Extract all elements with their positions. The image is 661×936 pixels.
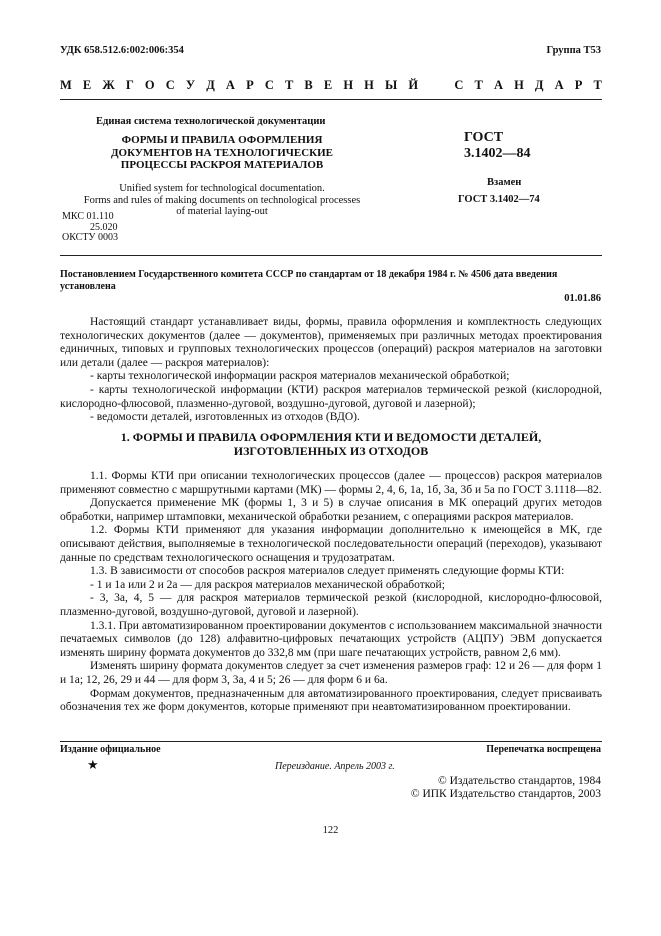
banner-letter: Е xyxy=(82,78,92,92)
footer-rule xyxy=(60,741,602,742)
list-item: - 3, 3а, 4, 5 — для раскроя материалов термической резкой (кислородной, кислородно-флюсовой, плазменно-дуговой, воздушно-дуговой, дуговой и лазерной). xyxy=(60,592,602,618)
star-icon: ★ xyxy=(87,757,99,772)
official-edition: Издание официальное xyxy=(60,744,161,755)
effective-date: 01.01.86 xyxy=(564,293,601,304)
banner-letter: А xyxy=(554,78,564,92)
banner-letter: Т xyxy=(284,78,294,92)
banner-letter: С xyxy=(165,78,175,92)
banner-letter: О xyxy=(144,78,155,92)
list-item: - 1 и 1а или 2 и 2а — для раскроя материалов механической обработкой; xyxy=(90,578,445,591)
system-title: Единая система технологической документации xyxy=(96,116,326,127)
banner-letter: Ы xyxy=(385,78,398,92)
banner-letter: Н xyxy=(514,78,524,92)
replaces-value: ГОСТ 3.1402—74 xyxy=(458,194,540,205)
replaces-label: Взамен xyxy=(487,177,522,188)
banner-letter: С xyxy=(454,78,464,92)
title-en-line: of material laying-out xyxy=(176,206,268,217)
banner-letter: Т xyxy=(593,78,602,92)
okstu-code: ОКСТУ 0003 xyxy=(62,232,119,243)
banner-letter: Е xyxy=(323,78,333,92)
banner-letter: Ж xyxy=(102,78,115,92)
list-item: - ведомости деталей, изготовленных из отходов (ВДО). xyxy=(90,411,360,424)
banner-letter: Й xyxy=(408,78,419,92)
banner-letter: Т xyxy=(474,78,483,92)
copyright-line: © ИПК Издательство стандартов, 2003 xyxy=(410,788,601,800)
banner-letter: У xyxy=(185,78,196,92)
title-russian xyxy=(62,134,382,172)
reprint-notice: Перепечатка воспрещена xyxy=(486,744,601,755)
banner-letter: Д xyxy=(206,78,215,92)
paragraph: Формам документов, предназначенным для автоматизированного проектирования, следует присваивать обозначения тех же форм документов, которые применяют при неавтоматизированном проектировании. xyxy=(60,687,602,714)
paragraph: 1.3.1. При автоматизированном проектировании документов с использованием максимальной значности печатаемых символов (до 128) алфавитно-цифровых печатающих устройств (АЦПУ) ЭВМ допускается изменять ширину формата документов до 332,8 мм (при шаге печатающих устройств, равном 2,6 мм). xyxy=(60,619,602,659)
paragraph: 1.3. В зависимости от способов раскроя материалов следует применять следующие формы КТИ: xyxy=(90,565,565,578)
title-rule xyxy=(60,255,602,256)
banner-letter: В xyxy=(304,78,313,92)
standard-banner xyxy=(60,78,602,93)
banner-letter: Г xyxy=(125,78,134,92)
banner-letter: Р xyxy=(246,78,254,92)
banner-letter: Н xyxy=(343,78,354,92)
section-heading-line: 1. ФОРМЫ И ПРАВИЛА ОФОРМЛЕНИЯ КТИ И ВЕДОМОСТИ ДЕТАЛЕЙ, xyxy=(120,430,542,444)
paragraph: Изменять ширину формата документов следует за счет изменения размеров граф: 12 и 26 — для форм 1 и 1а; 12, 26, 29 и 44 — для форм 3, 3а, 4 и 5; 26 — для форм 6 и 6а. xyxy=(60,660,602,686)
banner-letter: Д xyxy=(534,78,544,92)
mks-code: 25.020 xyxy=(90,221,118,233)
title-ru-line: ФОРМЫ И ПРАВИЛА ОФОРМЛЕНИЯ xyxy=(121,134,323,146)
gost-label: ГОСТ xyxy=(464,130,504,145)
gost-number xyxy=(464,130,531,162)
banner-letter: М xyxy=(60,78,72,92)
banner-letter: А xyxy=(493,78,503,92)
paragraph: 1.1. Формы КТИ при описании технологических процессов (далее — процессов) раскроя материалов применяют совместно с маршрутными картами (МК) — формы 2, 4, 6, 1а, 1б, 3а, 3б и 5а по ГОСТ 3.1118—82. xyxy=(60,470,602,496)
copyright-line: © Издательство стандартов, 1984 xyxy=(437,775,601,787)
section-heading xyxy=(60,430,602,458)
banner-letter: С xyxy=(264,78,274,92)
page-number: 122 xyxy=(322,825,339,836)
banner-letter: Н xyxy=(364,78,374,92)
title-en-line: Forms and rules of making documents on technological processes xyxy=(83,194,361,206)
title-ru-line: ПРОЦЕССЫ РАСКРОЯ МАТЕРИАЛОВ xyxy=(120,159,324,171)
title-ru-line: ДОКУМЕНТОВ НА ТЕХНОЛОГИЧЕСКИЕ xyxy=(110,146,334,159)
intro-body xyxy=(60,316,602,425)
reissue-note: Переиздание. Апрель 2003 г. xyxy=(275,761,395,772)
classification-codes xyxy=(62,212,118,244)
decree-text: Постановлением Государственного комитета СССР по стандартам от 18 декабря 1984 г. № 4506 дата введения установлена xyxy=(60,269,558,292)
mks-code: МКС 01.110 xyxy=(62,211,114,222)
section-body xyxy=(60,470,602,715)
copyright-block xyxy=(411,775,601,801)
banner-letter xyxy=(429,78,443,93)
banner-letter: А xyxy=(225,78,235,92)
title-en-line: Unified system for technological documentation. xyxy=(119,183,325,194)
top-rule xyxy=(60,99,602,100)
udk-code: УДК 658.512.6:002:006:354 xyxy=(60,45,184,56)
paragraph: Допускается применение МК (формы 1, 3 и 5) в случае описания в МК операций других методов обработки, например штамповки, механической обработки резанием, с операциями раскроя материалов. xyxy=(60,497,602,523)
group-code: Группа Т53 xyxy=(546,45,601,56)
paragraph: 1.2. Формы КТИ применяют для указания информации дополнительно к имеющейся в МК, где описывают действия, выполняемые в технологической последовательности операций (переходов), указывают данные по средствам технологического оснащения и трудозатратам. xyxy=(60,524,602,564)
paragraph: Настоящий стандарт устанавливает виды, формы, правила оформления и комплектность следующих технологических документов (далее — документов), применяемых при различных методах проектирования единичных, типовых и групповых технологических процессов (операций) раскроя материалов на заготовки или детали (далее — раскроя материалов): xyxy=(60,316,602,369)
list-item: - карты технологической информации (КТИ) раскроя материалов термической резкой (кислородной, кислородно-флюсовой, плазменно-дуговой, воздушно-дуговой, дуговой и лазерной); xyxy=(60,383,602,410)
section-heading-line: ИЗГОТОВЛЕННЫХ ИЗ ОТХОДОВ xyxy=(233,444,429,458)
banner-letter: Р xyxy=(574,78,583,92)
gost-value: 3.1402—84 xyxy=(464,146,531,161)
list-item: - карты технологической информации раскроя материалов механической обработкой; xyxy=(90,370,510,383)
